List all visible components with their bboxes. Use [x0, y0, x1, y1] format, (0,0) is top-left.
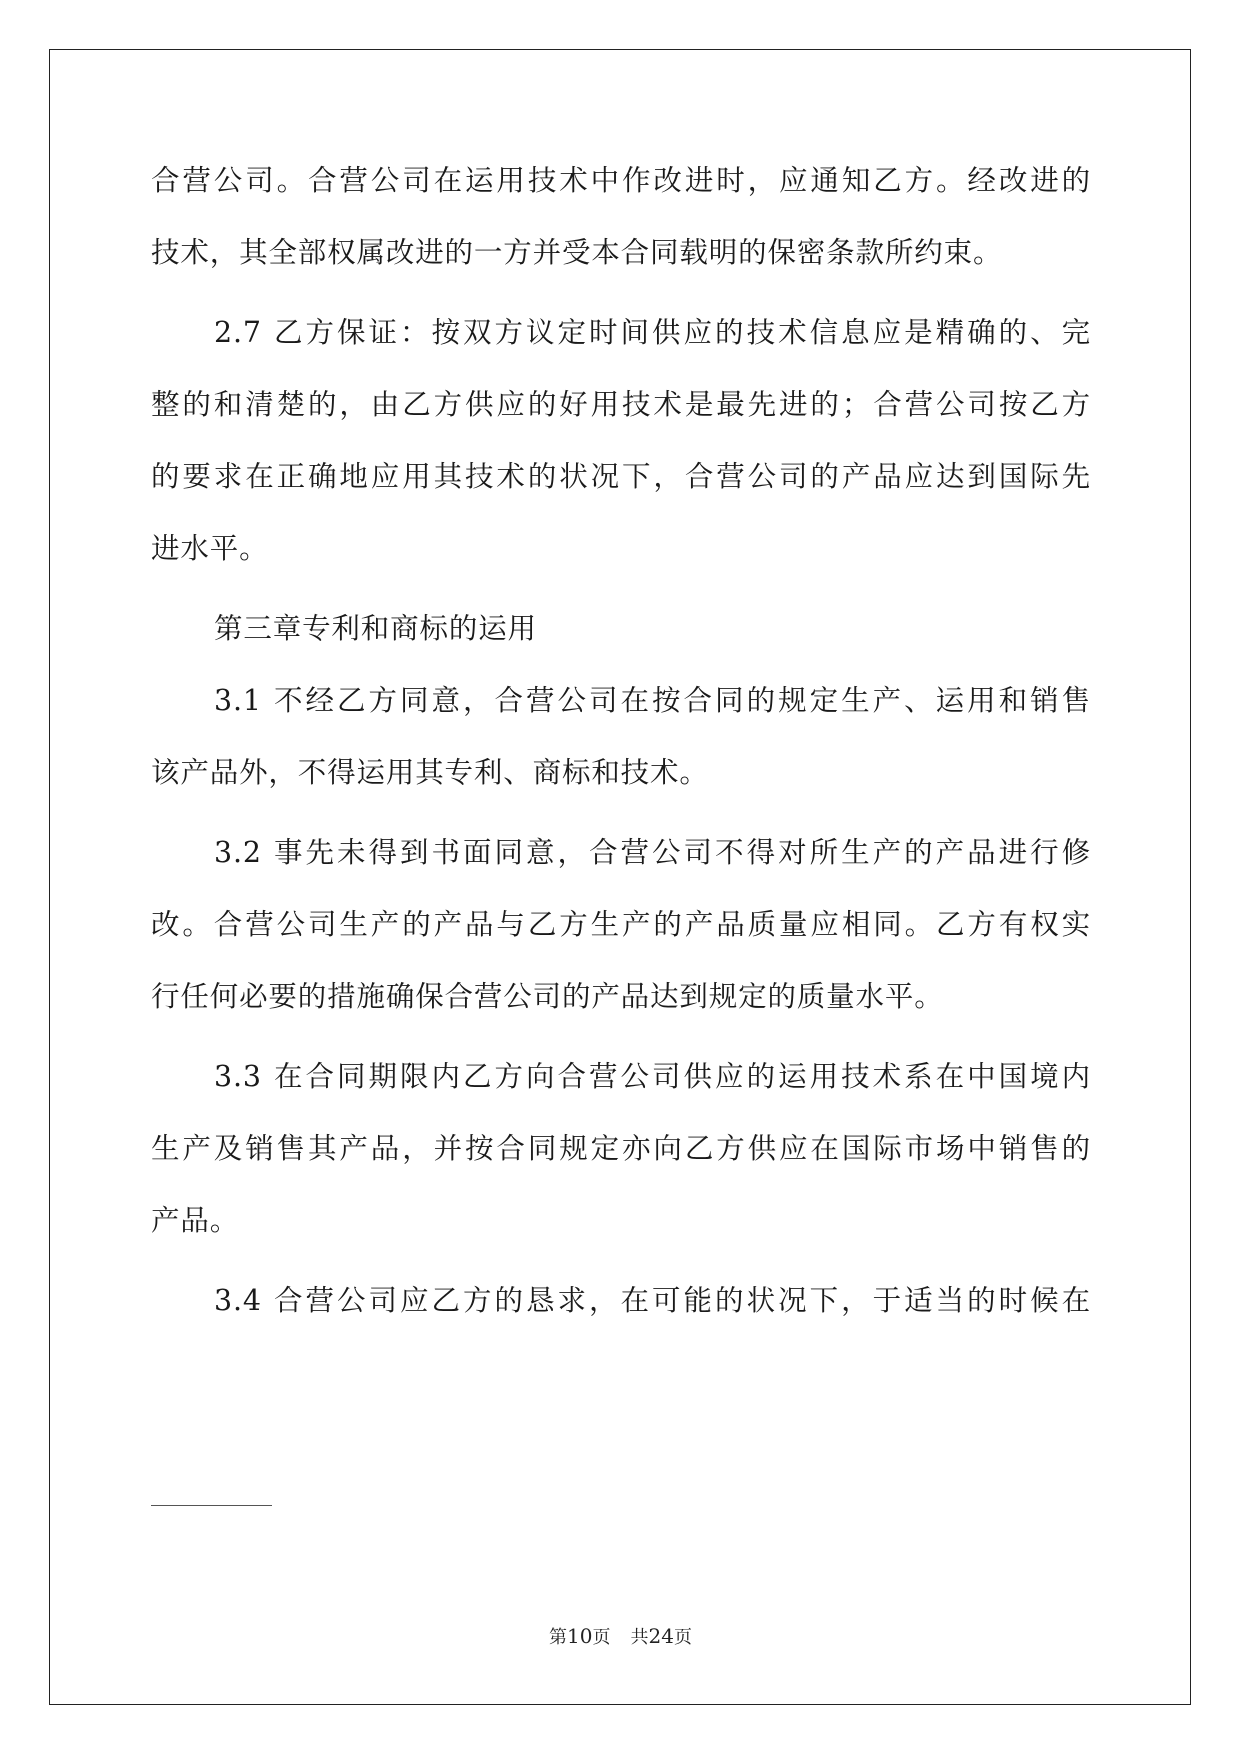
body-line-12: 行任何必要的措施确保合营公司的产品达到规定的质量水平。	[151, 980, 944, 1013]
body-line-14: 生产及销售其产品，并按合同规定亦向乙方供应在国际市场中销售的	[151, 1132, 1091, 1165]
body-line-4: 整的和清楚的，由乙方供应的好用技术是最先进的；合营公司按乙方	[151, 388, 1091, 421]
footer-total-label: 页	[673, 1627, 692, 1648]
body-line-6: 进水平。	[151, 532, 269, 565]
body-line-2: 技术，其全部权属改进的一方并受本合同载明的保密条款所约束。	[151, 236, 1003, 269]
body-line-13: 3.3 在合同期限内乙方向合营公司供应的运用技术系在中国境内	[214, 1060, 1091, 1093]
body-line-1: 合营公司。合营公司在运用技术中作改进时，应通知乙方。经改进的	[151, 164, 1091, 197]
body-line-11: 改。合营公司生产的产品与乙方生产的产品质量应相同。乙方有权实	[151, 908, 1091, 941]
body-line-3: 2.7 乙方保证：按双方议定时间供应的技术信息应是精确的、完	[214, 316, 1091, 349]
body-line-16: 3.4 合营公司应乙方的恳求，在可能的状况下，于适当的时候在	[214, 1284, 1091, 1317]
footnote-separator	[151, 1505, 272, 1506]
body-line-8: 3.1 不经乙方同意，合营公司在按合同的规定生产、运用和销售	[214, 684, 1091, 717]
page-footer	[0, 1624, 1241, 1650]
body-line-10: 3.2 事先未得到书面同意，合营公司不得对所生产的产品进行修	[214, 836, 1091, 869]
total-page-number: 24	[648, 1624, 674, 1648]
footer-prefix: 第	[549, 1627, 568, 1648]
current-page-number: 10	[567, 1624, 593, 1648]
body-line-9: 该产品外，不得运用其专利、商标和技术。	[151, 756, 709, 789]
footer-page-label: 页	[592, 1627, 611, 1648]
document-body	[151, 160, 1091, 1322]
body-line-5: 的要求在正确地应用其技术的状况下，合营公司的产品应达到国际先	[151, 460, 1091, 493]
chapter-heading: 第三章专利和商标的运用	[214, 612, 537, 645]
body-line-15: 产品。	[151, 1204, 240, 1237]
footer-total-prefix: 共	[630, 1627, 649, 1648]
